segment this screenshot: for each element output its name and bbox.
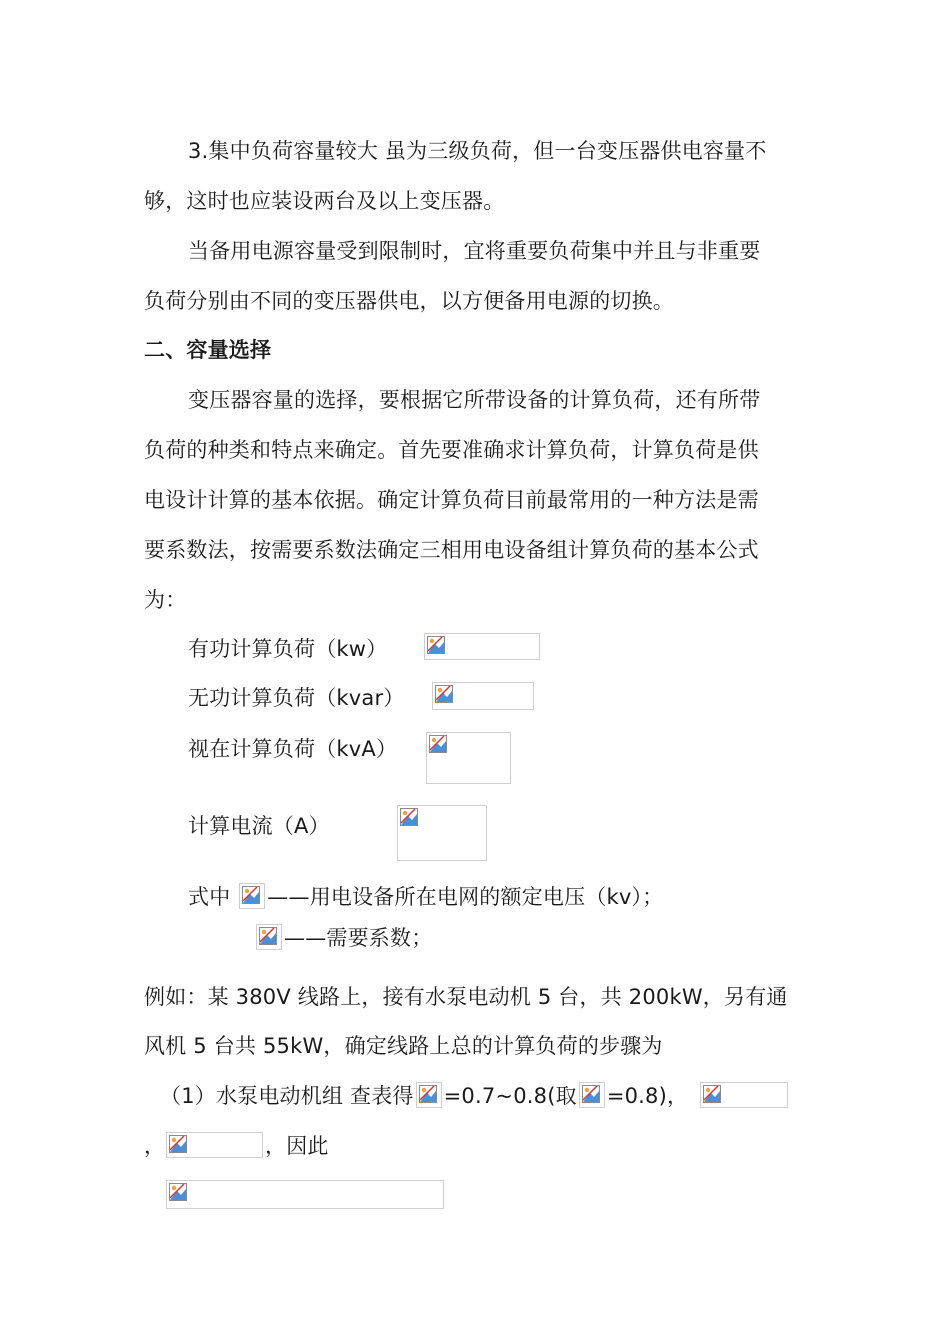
text-line: 要系数法，按需要系数法确定三相用电设备组计算负荷的基本公式	[144, 538, 759, 562]
formula-image-result	[166, 1180, 444, 1209]
broken-image-icon	[435, 685, 453, 703]
where-line-voltage	[188, 882, 663, 912]
step1-line	[160, 1081, 688, 1111]
symbol-image-kd-take	[579, 1082, 605, 1108]
step1-range: =0.7~0.8(取	[443, 1084, 577, 1108]
text-line: 为：	[144, 588, 187, 612]
formula-image-cos	[700, 1082, 788, 1108]
formula-image-apparent	[426, 732, 511, 784]
symbol-image-coef	[256, 924, 282, 950]
broken-image-icon	[259, 927, 277, 945]
formula-label-reactive: 无功计算负荷（kvar）	[188, 686, 405, 710]
formula-label-current: 计算电流（A）	[188, 814, 330, 838]
formula-image-tan	[166, 1132, 263, 1158]
broken-image-icon	[419, 1085, 437, 1103]
voltage-description: ——用电设备所在电网的额定电压（kv）；	[267, 885, 664, 909]
broken-image-icon	[582, 1085, 600, 1103]
text-line: 负荷的种类和特点来确定。首先要准确求计算负荷，计算负荷是供	[144, 438, 759, 462]
text-line: 负荷分别由不同的变压器供电，以方便备用电源的切换。	[144, 289, 674, 313]
step1-take: =0.8)，	[606, 1084, 689, 1108]
coef-description: ——需要系数；	[284, 926, 433, 950]
text-line: 当备用电源容量受到限制时，宜将重要负荷集中并且与非重要	[188, 239, 761, 263]
symbol-image-kd	[416, 1082, 442, 1108]
step2-prefix: ，	[144, 1134, 166, 1158]
text-line: 电设计计算的基本依据。确定计算负荷目前最常用的一种方法是需	[144, 488, 759, 512]
section-heading: 二、容量选择	[144, 338, 272, 362]
formula-label-apparent: 视在计算负荷（kvA）	[188, 737, 398, 761]
broken-image-icon	[427, 636, 445, 654]
text-line: 例如：某 380V 线路上，接有水泵电动机 5 台，共 200kW，另有通	[144, 985, 788, 1009]
broken-image-icon	[400, 808, 418, 826]
broken-image-icon	[703, 1085, 721, 1103]
broken-image-icon	[169, 1135, 187, 1153]
where-prefix: 式中	[188, 885, 231, 909]
formula-image-reactive	[432, 682, 534, 710]
broken-image-icon	[169, 1183, 187, 1201]
broken-image-icon	[429, 735, 447, 753]
formula-image-current	[397, 805, 487, 861]
formula-label-active: 有功计算负荷（kw）	[188, 637, 388, 661]
symbol-image-voltage	[239, 883, 265, 909]
where-line-coef	[254, 923, 432, 953]
text-line: 变压器容量的选择，要根据它所带设备的计算负荷，还有所带	[188, 388, 761, 412]
text-line: 3.集中负荷容量较大 虽为三级负荷，但一台变压器供电容量不	[188, 139, 767, 163]
step2-suffix: ，因此	[265, 1134, 329, 1158]
formula-image-active	[424, 633, 540, 660]
text-line: 够，这时也应装设两台及以上变压器。	[144, 189, 505, 213]
text-line: 风机 5 台共 55kW，确定线路上总的计算负荷的步骤为	[144, 1034, 663, 1058]
broken-image-icon	[242, 886, 260, 904]
step1-prefix: （1）水泵电动机组 查表得	[160, 1084, 414, 1108]
